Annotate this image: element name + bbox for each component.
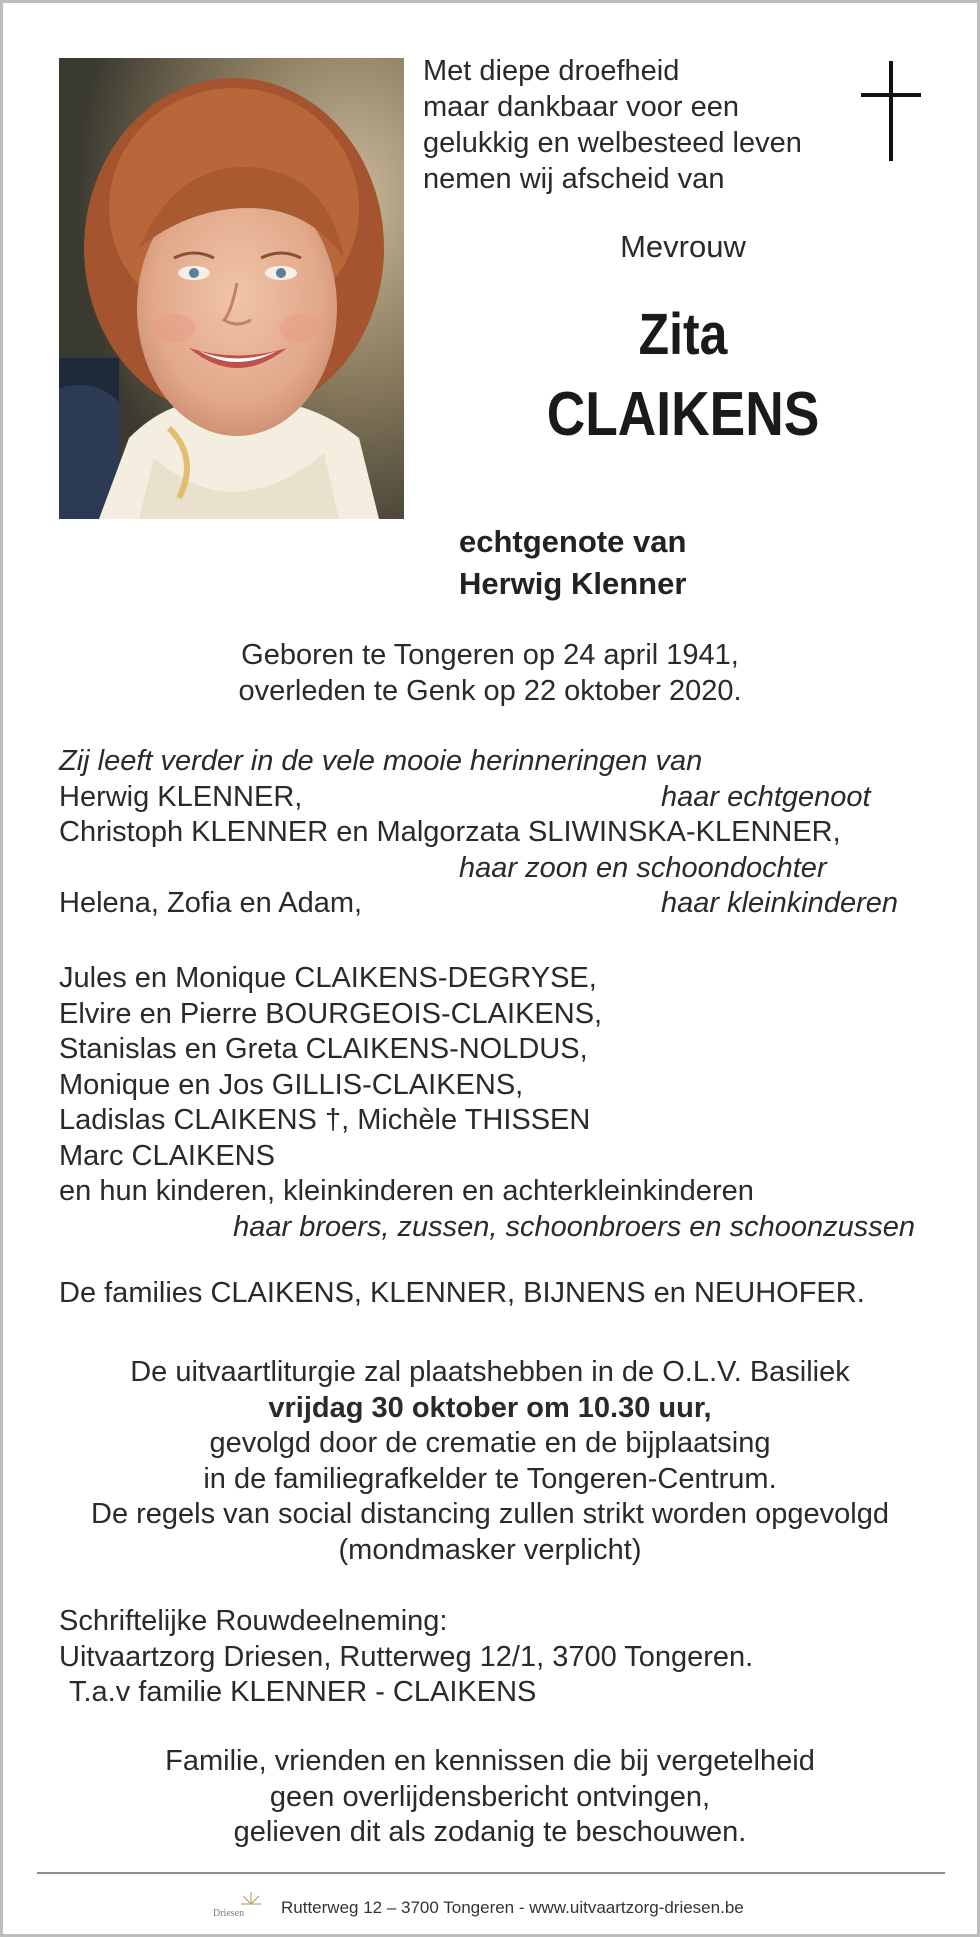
portrait-illustration [59, 58, 404, 519]
born-line: Geboren te Tongeren op 24 april 1941, [241, 639, 739, 671]
service-date: vrijdag 30 oktober om 10.30 uur, [268, 1391, 712, 1424]
driesen-logo-icon [211, 1888, 265, 1928]
service-line: (mondmasker verplicht) [338, 1533, 642, 1566]
survivor-row [59, 886, 919, 922]
survived-by [59, 744, 919, 922]
footer-divider [37, 1872, 945, 1874]
footer-address: Rutterweg 12 – 3700 Tongeren - www.uitvaartzorg-driesen.be [281, 1898, 744, 1917]
spouse-info [459, 521, 686, 605]
survivor-name: Christoph KLENNER en Malgorzata SLIWINSKA-KLENNER, [59, 816, 841, 848]
survivor-relation: haar echtgenoot [661, 780, 871, 813]
closing-line: gelieven dit als zodanig te beschouwen. [233, 1816, 747, 1848]
service-line: De uitvaartliturgie zal plaatshebben in de O.L.V. Basiliek [130, 1356, 850, 1388]
survived-intro: Zij leeft verder in de vele mooie herinneringen van [59, 745, 703, 777]
sibling-line: en hun kinderen, kleinkinderen en achterkleinkinderen [59, 1175, 754, 1207]
sibling-line: Marc CLAIKENS [59, 1139, 275, 1172]
survivor-row [59, 815, 919, 851]
sibling-line: Stanislas en Greta CLAIKENS-NOLDUS, [59, 1033, 588, 1065]
survivor-relation: haar zoon en schoondochter [459, 851, 827, 884]
condolence-line: T.a.v familie KLENNER - CLAIKENS [69, 1676, 537, 1708]
deceased-first-name: Zita [638, 302, 728, 367]
survivor-name: Herwig KLENNER, [59, 780, 303, 813]
siblings-list [59, 961, 919, 1245]
service-line: gevolgd door de crematie en de bijplaatsing [209, 1427, 771, 1459]
portrait-photo [59, 58, 404, 519]
closing-note [3, 1744, 977, 1851]
funeral-service-info [3, 1355, 977, 1568]
closing-line: geen overlijdensbericht ontvingen, [269, 1780, 711, 1813]
intro-line: maar dankbaar voor een [423, 91, 739, 123]
salutation: Mevrouw [620, 229, 746, 264]
sibling-line: Monique en Jos GILLIS-CLAIKENS, [59, 1068, 524, 1101]
condolence-line: Uitvaartzorg Driesen, Rutterweg 12/1, 3700 Tongeren. [59, 1640, 754, 1673]
sibling-line: Jules en Monique CLAIKENS-DEGRYSE, [59, 962, 597, 994]
survivor-row [59, 851, 919, 887]
intro-line: nemen wij afscheid van [423, 163, 725, 195]
deceased-last-name: CLAIKENS [546, 380, 820, 449]
closing-line: Familie, vrienden en kennissen die bij vergetelheid [165, 1745, 815, 1777]
condolence-line: Schriftelijke Rouwdeelneming: [59, 1605, 448, 1637]
cross-icon [861, 61, 921, 161]
spouse-line: Herwig Klenner [459, 566, 687, 601]
survivor-relation: haar kleinkinderen [661, 887, 898, 919]
intro-text [423, 53, 843, 197]
families-line: De families CLAIKENS, KLENNER, BIJNENS en NEUHOFER. [59, 1277, 865, 1309]
condolence-info [59, 1604, 753, 1711]
logo-text: Driesen [213, 1908, 245, 1919]
siblings-relation: haar broers, zussen, schoonbroers en schoonzussen [233, 1210, 915, 1243]
intro-line: gelukkig en welbesteed leven [423, 127, 802, 159]
service-line: De regels van social distancing zullen strikt worden opgevolgd [91, 1498, 889, 1530]
sibling-line: Elvire en Pierre BOURGEOIS-CLAIKENS, [59, 997, 603, 1030]
birth-death-info [3, 637, 977, 709]
survivor-name: Helena, Zofia en Adam, [59, 887, 363, 919]
service-line: in de familiegrafkelder te Tongeren-Centrum. [203, 1462, 777, 1495]
born-line: overleden te Genk op 22 oktober 2020. [238, 675, 742, 707]
sibling-line: Ladislas CLAIKENS †, Michèle THISSEN [59, 1104, 591, 1136]
spouse-line: echtgenote van [459, 524, 687, 559]
intro-line: Met diepe droefheid [423, 55, 680, 87]
footer [211, 1888, 811, 1928]
survivor-row [59, 780, 919, 816]
